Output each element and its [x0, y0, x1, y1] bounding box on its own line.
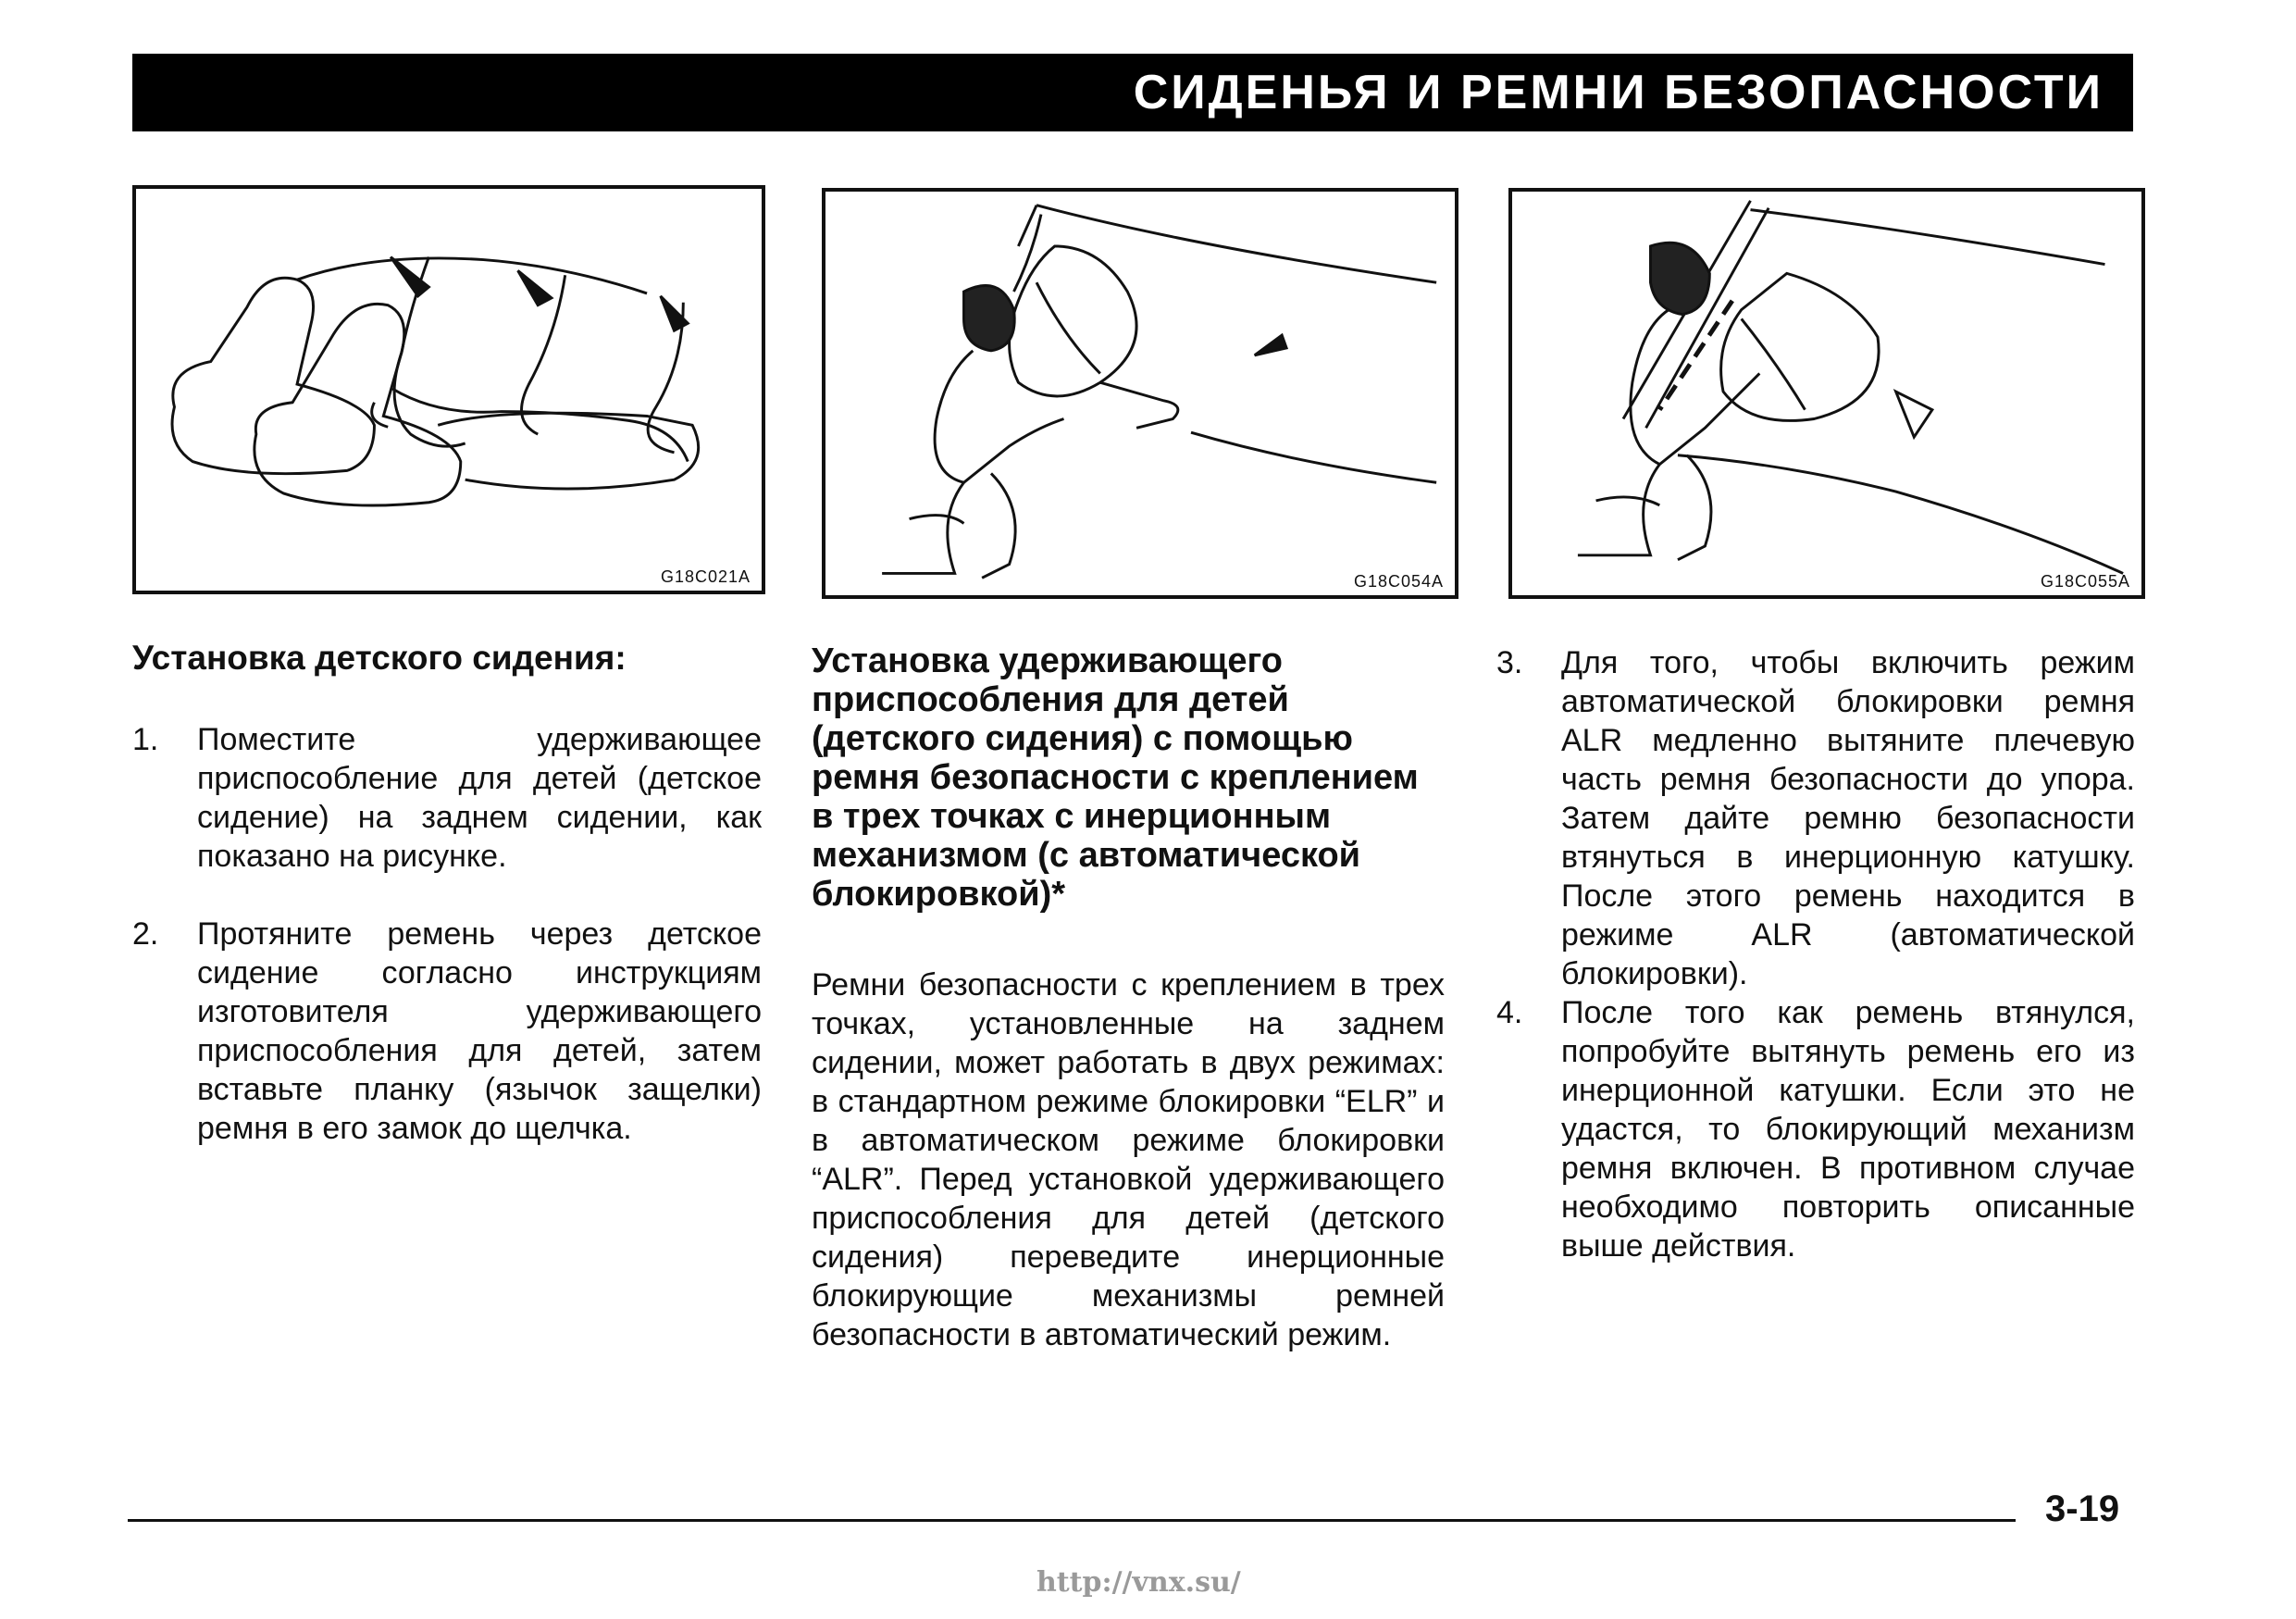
item-number: 3.	[1496, 645, 1523, 680]
page-title: СИДЕНЬЯ И РЕМНИ БЕЗОПАСНОСТИ	[1133, 66, 2104, 119]
item-text: Протяните ремень через детское сидение согласно инструкциям изготовителя удерживающего приспособления для детей, затем вставьте планку (язычок защелки) ремня в его замок до щелчка.	[197, 916, 762, 1146]
body-paragraph: Ремни безопасности с креплением в трех точках, установленные на заднем сидении, может работать в двух режимах: в стандартном режиме блокировки “ELR” и в автоматическом режиме блокировки “ALR”. Перед установкой удерживающего приспособления для детей (детского сидения) переведите инерционные блокирующие механизмы ремней безопасности в автоматический режим.	[812, 967, 1445, 1352]
list-item	[1496, 643, 2135, 993]
section-heading: Установка удерживающего приспособления для детей (детского сидения) с помощью ремня безопасности с креплением в трех точках с инерционным механизмом (с автоматической блокировкой)*	[812, 641, 1419, 914]
figure-install-child-seat	[822, 188, 1458, 599]
figure-rear-seat	[132, 185, 765, 594]
left-column	[132, 639, 762, 1148]
watermark: http://vnx.su/	[1036, 1566, 1241, 1599]
item-text: Для того, чтобы включить режим автоматической блокировки ремня ALR медленно вытяните плечевую часть ремня безопасности до упора. Затем дайте ремню безопасности втянуться в инерционную катушку. После этого ремень находится в режиме ALR (автоматической блокировки).	[1561, 645, 2135, 991]
woman-pulling-belt-illustration	[1512, 192, 2141, 595]
woman-installing-child-seat-illustration	[825, 192, 1455, 595]
figure-code: G18C054A	[1353, 572, 1444, 591]
right-column	[1496, 643, 2135, 1265]
list-item	[132, 915, 762, 1148]
middle-column	[812, 641, 1445, 1354]
page-number: 3-19	[2045, 1488, 2120, 1529]
item-number: 2.	[132, 916, 159, 952]
section-heading: Установка детского сидения:	[132, 639, 627, 677]
footer-rule	[128, 1519, 2016, 1522]
item-number: 1.	[132, 722, 159, 757]
list-item	[132, 720, 762, 876]
list-item	[1496, 993, 2135, 1265]
item-text: Поместите удерживающее приспособление для детей (детское сидение) на заднем сидении, как показано на рисунке.	[197, 722, 762, 874]
figure-pull-belt	[1508, 188, 2145, 599]
rear-seat-belts-illustration	[136, 189, 762, 591]
header-bar	[132, 54, 2133, 131]
figure-code: G18C021A	[660, 567, 751, 586]
item-text: После того как ремень втянулся, попробуйте вытянуть ремень его из инерционной катушки. Если это не удастся, то блокирующий механизм ремня включен. В противном случае необходимо повторить описанные выше действия.	[1561, 995, 2135, 1264]
item-number: 4.	[1496, 995, 1523, 1030]
figure-code: G18C055A	[2040, 572, 2130, 591]
